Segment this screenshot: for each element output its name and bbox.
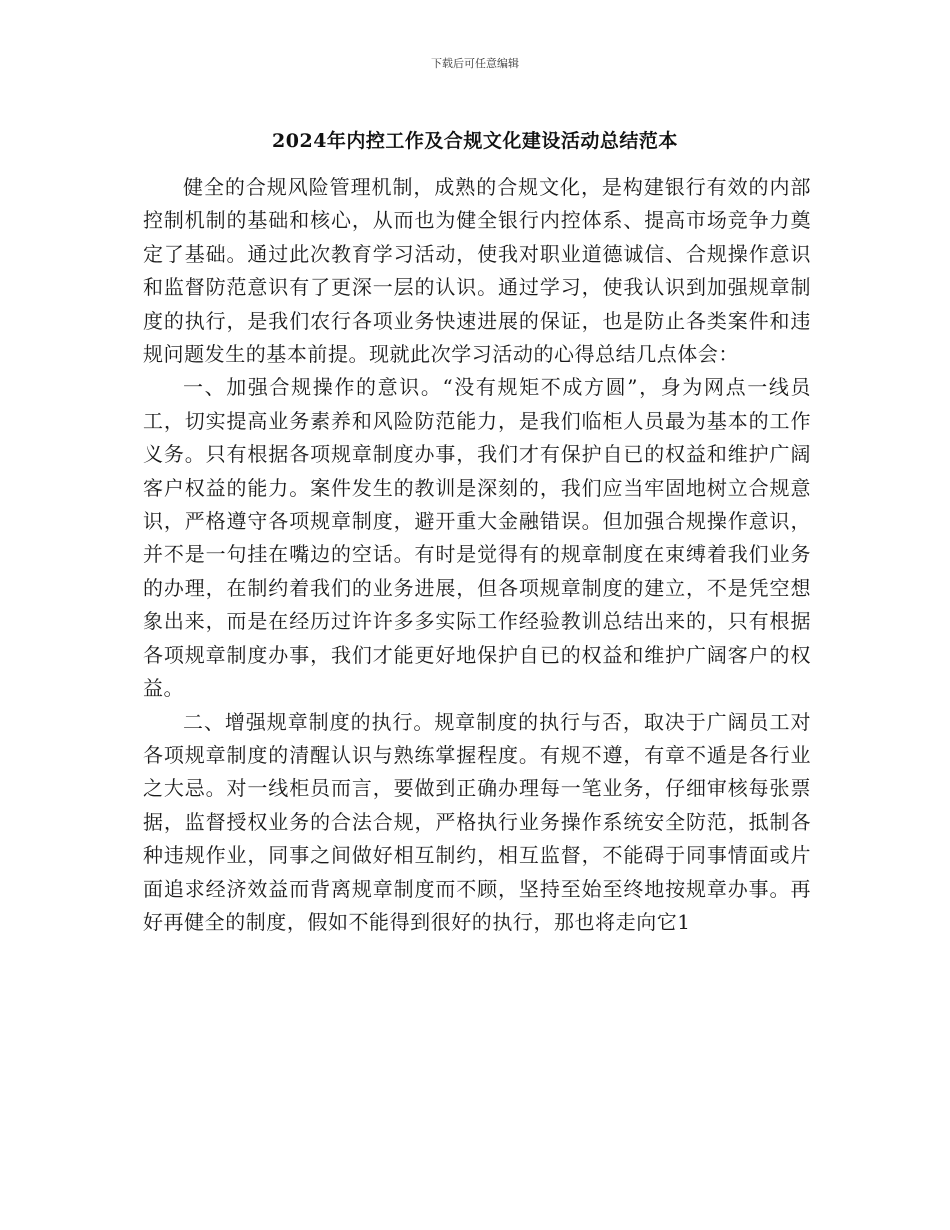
document-title: 2024年内控工作及合规文化建设活动总结范本	[272, 130, 678, 152]
document-body	[143, 171, 811, 939]
paragraph-point-two: 二、增强规章制度的执行。规章制度的执行与否，取决于广阔员工对各项规章制度的清醒认识与熟练掌握程度。有规不遵，有章不遁是各行业之大忌。对一线柜员而言，要做到正确办理每一笔业务，仔细审核每张票据，监督授权业务的合法合规，严格执行业务操作系统安全防范，抵制各种违规作业，同事之间做好相互制约，相互监督，不能碍于同事情面或片面追求经济效益而背离规章制度而不顾，坚持至始至终地按规章办事。再好再健全的制度，假如不能得到很好的执行，那也将走向它1	[143, 709, 811, 934]
header-note: 下载后可任意编辑	[431, 57, 519, 70]
paragraph-point-one: 一、加强合规操作的意识。“没有规矩不成方圆”，身为网点一线员工，切实提高业务素养和风险防范能力，是我们临柜人员最为基本的工作义务。只有根据各项规章制度办事，我们才有保护自已的权益和维护广阔客户权益的能力。案件发生的教训是深刻的，我们应当牢固地树立合规意识，严格遵守各项规章制度，避开重大金融错误。但加强合规操作意识，并不是一句挂在嘴边的空话。有时是觉得有的规章制度在束缚着我们业务的办理，在制约着我们的业务进展，但各项规章制度的建立，不是凭空想象出来，而是在经历过许许多多实际工作经验教训总结出来的，只有根据各项规章制度办事，我们才能更好地保护自已的权益和维护广阔客户的权益。	[143, 375, 811, 701]
paragraph-intro: 健全的合规风险管理机制，成熟的合规文化，是构建银行有效的内部控制机制的基础和核心，从而也为健全银行内控体系、提高市场竞争力奠定了基础。通过此次教育学习活动，使我对职业道德诚信、合规操作意识和监督防范意识有了更深一层的认识。通过学习，使我认识到加强规章制度的执行，是我们农行各项业务快速进展的保证，也是防止各类案件和违规问题发生的基本前提。现就此次学习活动的心得总结几点体会：	[143, 175, 811, 367]
